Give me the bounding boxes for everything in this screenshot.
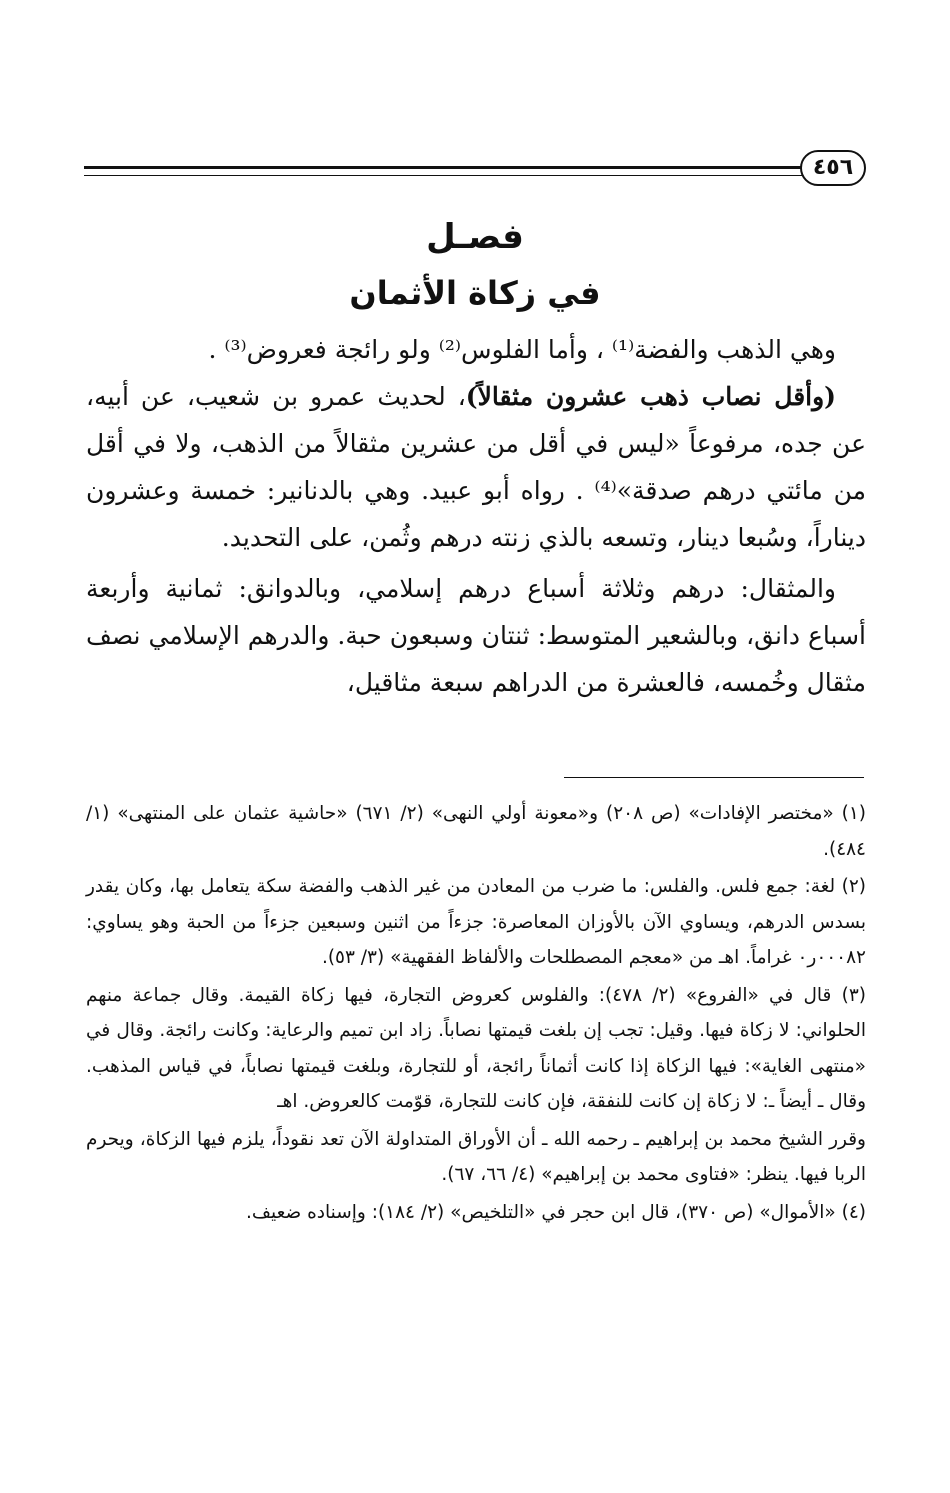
paragraph-2 (86, 373, 866, 561)
footnote-4: (٤) «الأموال» (ص ٣٧٠)، قال ابن حجر في «التلخيص» (٢/ ١٨٤): وإسناده ضعيف. (245, 1201, 866, 1223)
footnote-1: (١) «مختصر الإفادات» (ص ٢٠٨) و«معونة أولي النهى» (٢/ ٦٧١) «حاشية عثمان على المنتهى» (١/ ٤٨٤). (86, 803, 866, 860)
footnote-3-continuation: وقرر الشيخ محمد بن إبراهيم ـ رحمه الله ـ أن الأوراق المتداولة الآن تعد نقوداً، يلزم فيها الزكاة، ويحرم الربا فيها. ينظر: «فتاوى محمد بن إبراهيم» (٤/ ٦٦، ٦٧). (86, 1128, 866, 1185)
main-text (86, 326, 866, 706)
section-title: فصـل (426, 217, 524, 257)
paragraph-2-rest: ، لحديث عمرو بن شعيب، عن أبيه، عن جده، مرفوعاً «ليس في أقل من عشرين مثقالاً من الذهب، ولا في أقل من مائتي درهم صدقة»⁽⁴⁾ . رواه أبو عبيد. وهي بالدنانير: خمسة وعشرون ديناراً، وسُبعا دينار، وتسعه بالذي زنته درهم وثُمن، على التحديد. (86, 382, 867, 552)
section-subtitle: في زكاة الأثمان (349, 274, 601, 312)
footnote-2: (٢) لغة: جمع فلس. والفلس: ما ضرب من المعادن من غير الذهب والفضة سكة يتعامل بها، وكان يقدر بسدس الدرهم، ويساوي الآن بالأوزان المعاصرة: جزءاً من اثنين وسبعين جزءاً من الحبة وهو يساوي: ٠٠٠٨٢ر٠ غراماً. اهـ من «معجم المصطلحات والألفاظ الفقهية» (٣/ ٥٣). (86, 876, 866, 968)
page-header (84, 150, 866, 194)
page-number: ٤٥٦ (800, 150, 866, 186)
paragraph-2-bold: (وأقل نصاب ذهب عشرون مثقالاً) (465, 382, 836, 411)
footnotes (86, 796, 866, 1232)
header-rule (84, 166, 804, 176)
paragraph-3: والمثقال: درهم وثلاثة أسباع درهم إسلامي، وبالدوانق: ثمانية وأربعة أسباع دانق، وبالشعير المتوسط: ثنتان وسبعون حبة. والدرهم الإسلامي نصف مثقال وخُمسه، فالعشرة من الدراهم سبعة مثاقيل، (86, 574, 866, 697)
footnote-3: (٣) قال في «الفروع» (٢/ ٤٧٨): والفلوس كعروض التجارة، فيها زكاة القيمة. وقال جماعة منهم الحلواني: لا زكاة فيها. وقيل: تجب إن بلغت قيمتها نصاباً. زاد ابن تميم والرعاية: وكانت رائجة. وقال في «منتهى الغاية»: فيها الزكاة إذا كانت أثماناً رائجة، أو للتجارة، وبلغت قيمتها نصاباً، في قياس المذهب. وقال ـ أيضاً ـ: لا زكاة إن كانت للنفقة، فإن كانت للتجارة، قوّمت كالعروض. اهـ (86, 984, 866, 1112)
paragraph-1: وهي الذهب والفضة⁽¹⁾ ، وأما الفلوس⁽²⁾ ولو رائجة فعروض⁽³⁾ . (208, 335, 836, 364)
footnote-separator (564, 777, 864, 778)
